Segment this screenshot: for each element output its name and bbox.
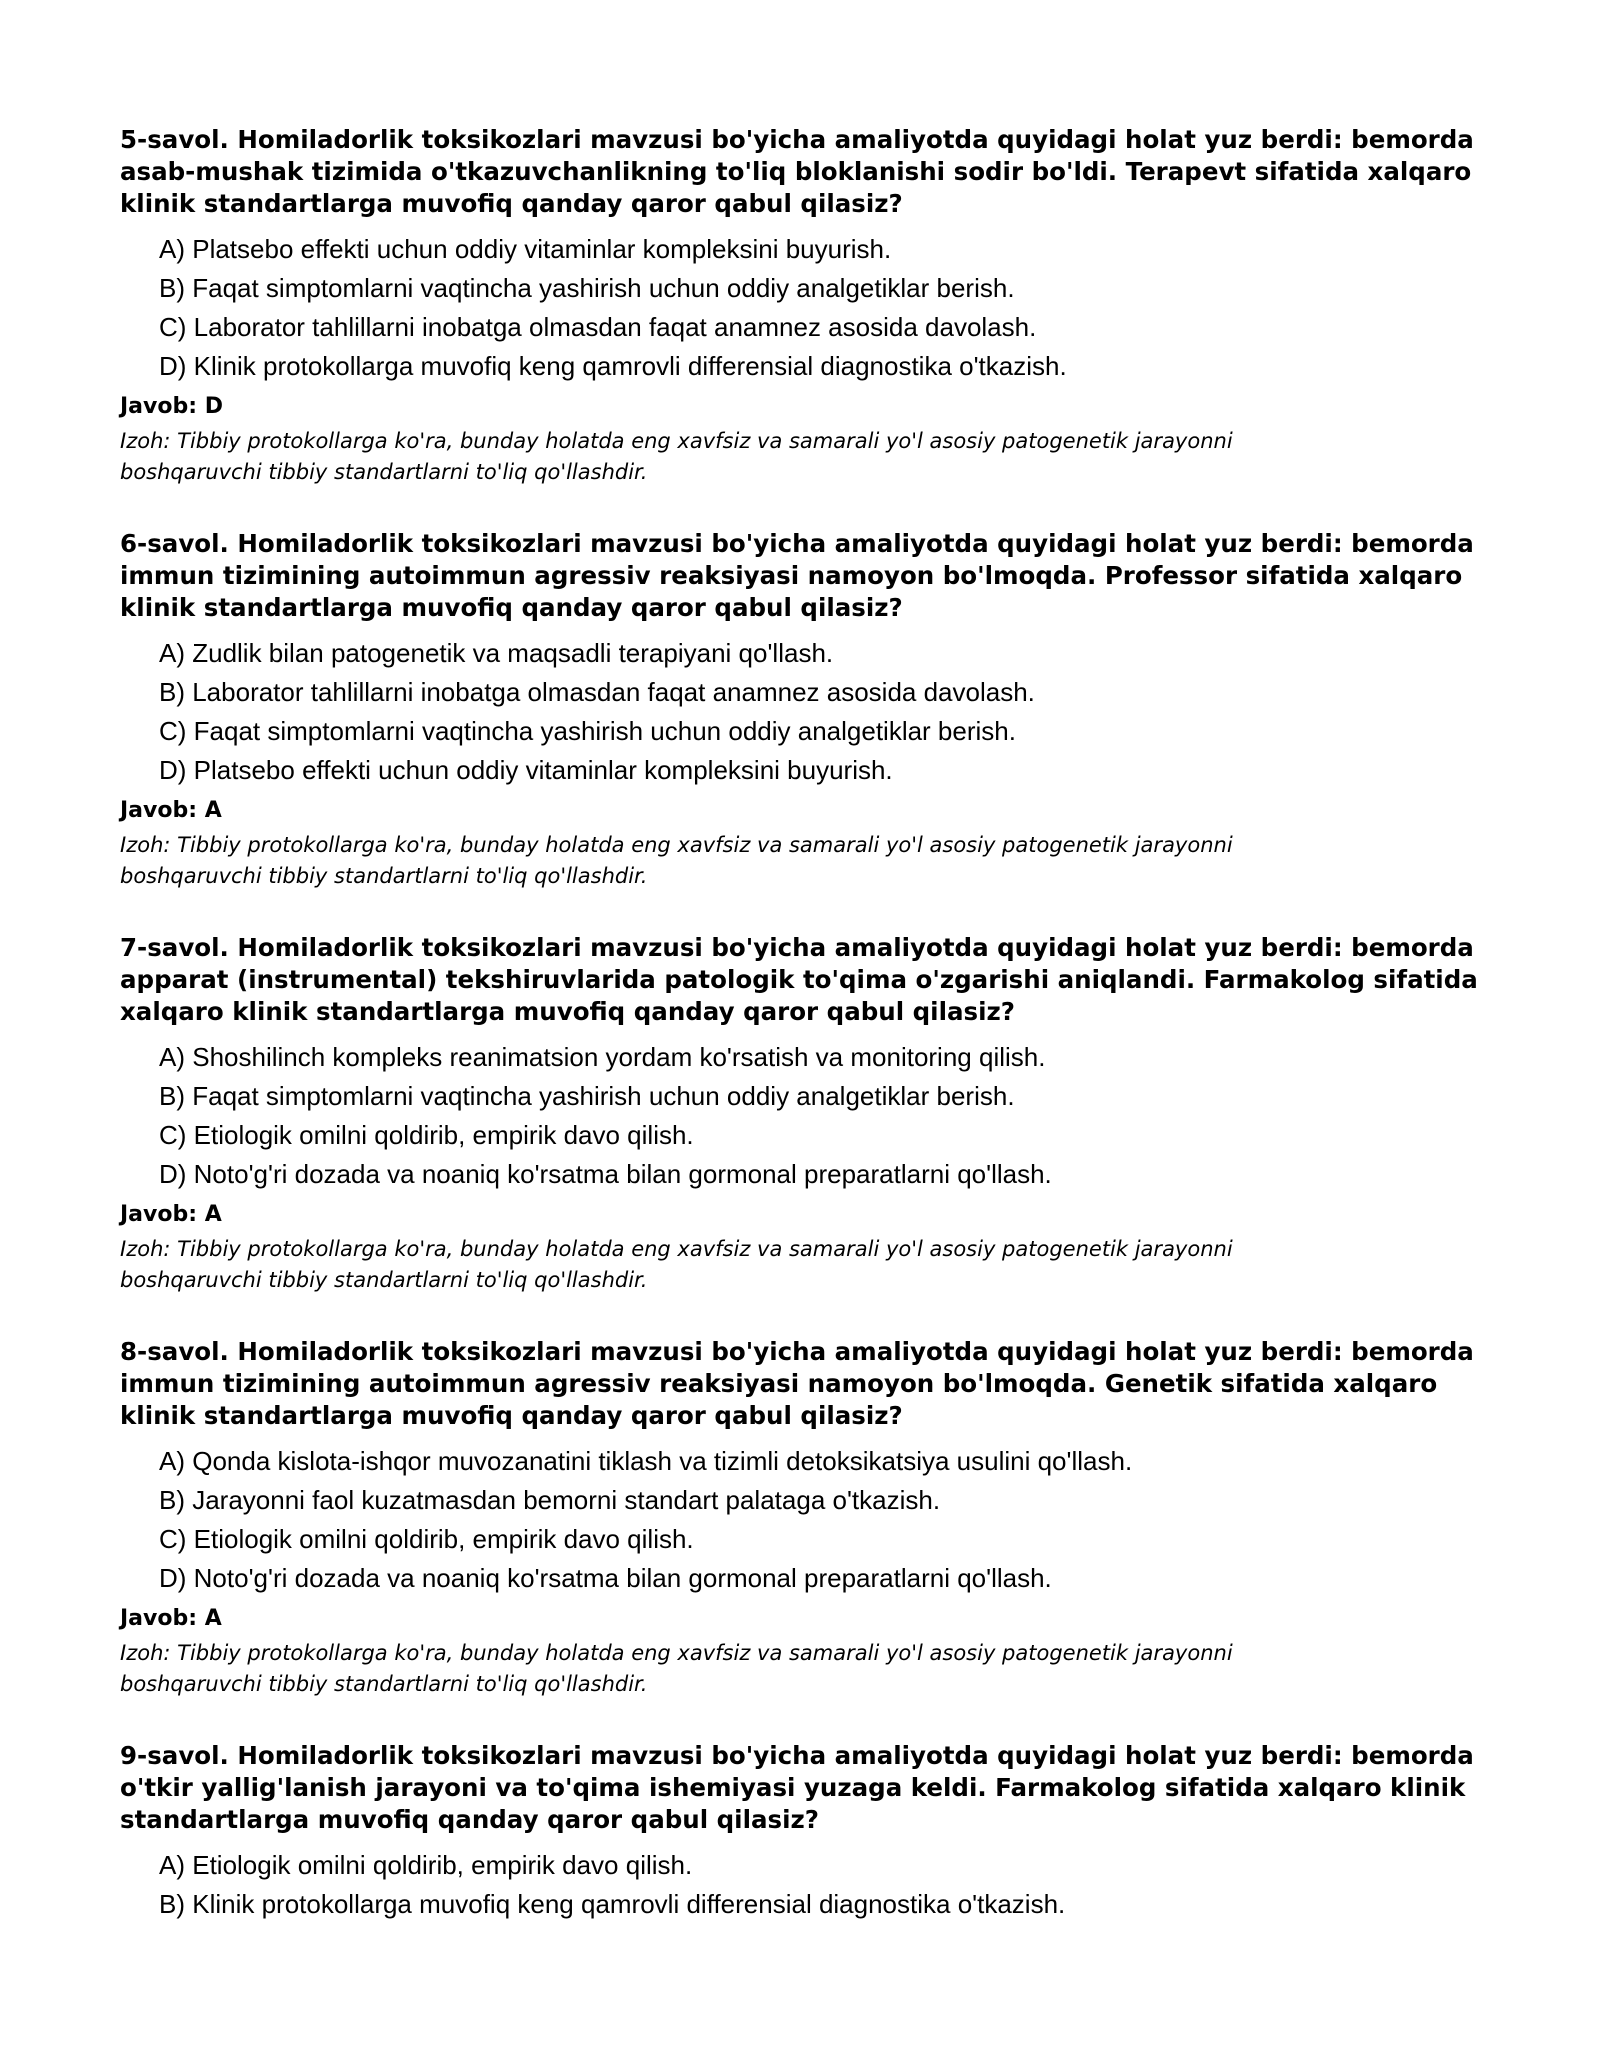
option-a: A) Etiologik omilni qoldirib, empirik davo qilish. bbox=[159, 1850, 693, 1880]
answer-options bbox=[120, 230, 1480, 386]
question-title: 6-savol. Homiladorlik toksikozlari mavzusi bo'yicha amaliyotda quyidagi holat yuz berdi: bemorda immun tizimining autoimmun agressiv reaksiyasi namoyon bo'lmoqda. Professor sifatida xalqaro klinik standartlarga muvofiq qanday qaror qabul qilasiz? bbox=[120, 529, 1474, 622]
question-6 bbox=[120, 528, 1480, 892]
option-a: A) Platsebo effekti uchun oddiy vitaminlar kompleksini buyurish. bbox=[159, 234, 892, 264]
question-5 bbox=[120, 124, 1480, 488]
option-c: C) Faqat simptomlarni vaqtincha yashirish uchun oddiy analgetiklar berish. bbox=[159, 716, 1016, 746]
answer-key: Javob: D bbox=[120, 394, 223, 419]
question-7 bbox=[120, 932, 1480, 1296]
answer-options bbox=[120, 634, 1480, 790]
option-b: B) Faqat simptomlarni vaqtincha yashirish uchun oddiy analgetiklar berish. bbox=[159, 273, 1015, 303]
answer-key: Javob: A bbox=[120, 798, 222, 823]
explanation-note: Izoh: Tibbiy protokollarga ko'ra, bunday holatda eng xavfsiz va samarali yo'l asosiy patogenetik jarayonni boshqaruvchi tibbiy standartlarni to'liq qo'llashdir. bbox=[120, 1237, 1233, 1292]
answer-options bbox=[120, 1038, 1480, 1194]
option-b: B) Jarayonni faol kuzatmasdan bemorni standart palataga o'tkazish. bbox=[159, 1485, 941, 1515]
option-d: D) Platsebo effekti uchun oddiy vitaminlar kompleksini buyurish. bbox=[159, 755, 893, 785]
explanation-note: Izoh: Tibbiy protokollarga ko'ra, bunday holatda eng xavfsiz va samarali yo'l asosiy patogenetik jarayonni boshqaruvchi tibbiy standartlarni to'liq qo'llashdir. bbox=[120, 1641, 1233, 1696]
question-title: 8-savol. Homiladorlik toksikozlari mavzusi bo'yicha amaliyotda quyidagi holat yuz berdi: bemorda immun tizimining autoimmun agressiv reaksiyasi namoyon bo'lmoqda. Genetik sifatida xalqaro klinik standartlarga muvofiq qanday qaror qabul qilasiz? bbox=[120, 1337, 1474, 1430]
question-8 bbox=[120, 1336, 1480, 1700]
question-title: 5-savol. Homiladorlik toksikozlari mavzusi bo'yicha amaliyotda quyidagi holat yuz berdi: bemorda asab-mushak tizimida o'tkazuvchanlikning to'liq bloklanishi sodir bo'ldi. Terapevt sifatida xalqaro klinik standartlarga muvofiq qanday qaror qabul qilasiz? bbox=[120, 125, 1474, 218]
answer-key: Javob: A bbox=[120, 1202, 222, 1227]
option-b: B) Laborator tahlillarni inobatga olmasdan faqat anamnez asosida davolash. bbox=[159, 677, 1035, 707]
option-c: C) Etiologik omilni qoldirib, empirik davo qilish. bbox=[159, 1524, 694, 1554]
option-c: C) Laborator tahlillarni inobatga olmasdan faqat anamnez asosida davolash. bbox=[159, 312, 1037, 342]
option-a: A) Zudlik bilan patogenetik va maqsadli terapiyani qo'llash. bbox=[159, 638, 834, 668]
option-a: A) Qonda kislota-ishqor muvozanatini tiklash va tizimli detoksikatsiya usulini qo'llash. bbox=[159, 1446, 1133, 1476]
answer-key: Javob: A bbox=[120, 1606, 222, 1631]
question-title: 9-savol. Homiladorlik toksikozlari mavzusi bo'yicha amaliyotda quyidagi holat yuz berdi: bemorda o'tkir yallig'lanish jarayoni va to'qima ishemiyasi yuzaga keldi. Farmakolog sifatida xalqaro klinik standartlarga muvofiq qanday qaror qabul qilasiz? bbox=[120, 1741, 1474, 1834]
question-title: 7-savol. Homiladorlik toksikozlari mavzusi bo'yicha amaliyotda quyidagi holat yuz berdi: bemorda apparat (instrumental) tekshiruvlarida patologik to'qima o'zgarishi aniqlandi. Farmakolog sifatida xalqaro klinik standartlarga muvofiq qanday qaror qabul qilasiz? bbox=[120, 933, 1478, 1026]
option-a: A) Shoshilinch kompleks reanimatsion yordam ko'rsatish va monitoring qilish. bbox=[159, 1042, 1046, 1072]
explanation-note: Izoh: Tibbiy protokollarga ko'ra, bunday holatda eng xavfsiz va samarali yo'l asosiy patogenetik jarayonni boshqaruvchi tibbiy standartlarni to'liq qo'llashdir. bbox=[120, 429, 1233, 484]
option-c: C) Etiologik omilni qoldirib, empirik davo qilish. bbox=[159, 1120, 694, 1150]
option-b: B) Faqat simptomlarni vaqtincha yashirish uchun oddiy analgetiklar berish. bbox=[159, 1081, 1015, 1111]
answer-options bbox=[120, 1846, 1480, 1924]
answer-options bbox=[120, 1442, 1480, 1598]
question-9 bbox=[120, 1740, 1480, 1924]
option-d: D) Noto'g'ri dozada va noaniq ko'rsatma bilan gormonal preparatlarni qo'llash. bbox=[159, 1159, 1052, 1189]
explanation-note: Izoh: Tibbiy protokollarga ko'ra, bunday holatda eng xavfsiz va samarali yo'l asosiy patogenetik jarayonni boshqaruvchi tibbiy standartlarni to'liq qo'llashdir. bbox=[120, 833, 1233, 888]
option-b: B) Klinik protokollarga muvofiq keng qamrovli differensial diagnostika o'tkazish. bbox=[159, 1889, 1066, 1919]
option-d: D) Klinik protokollarga muvofiq keng qamrovli differensial diagnostika o'tkazish. bbox=[159, 351, 1067, 381]
option-d: D) Noto'g'ri dozada va noaniq ko'rsatma bilan gormonal preparatlarni qo'llash. bbox=[159, 1563, 1052, 1593]
